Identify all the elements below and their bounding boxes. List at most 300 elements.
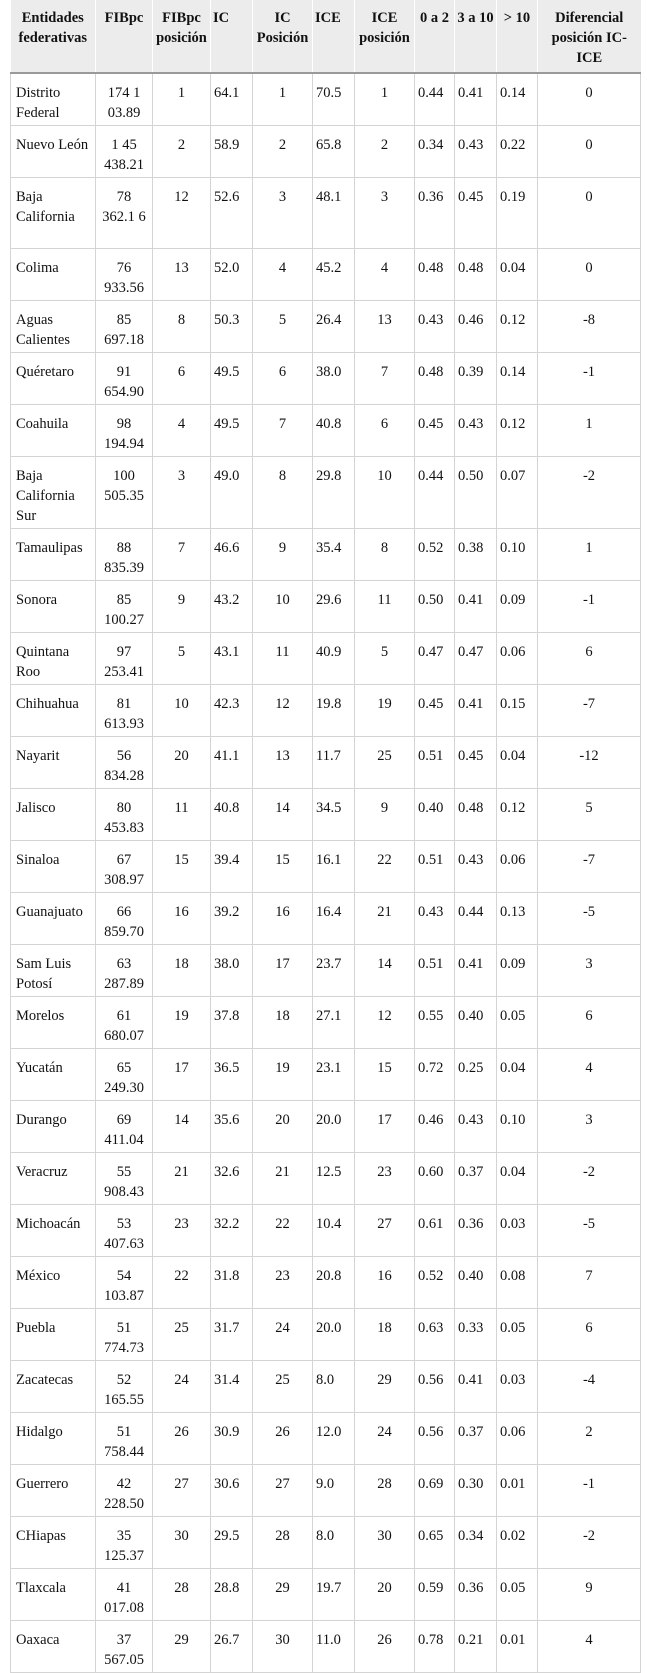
cell-diferencial: 7 bbox=[538, 1257, 641, 1309]
cell-ice: 16.1 bbox=[313, 841, 355, 893]
cell-mas-10: 0.19 bbox=[497, 178, 538, 249]
cell-ice: 45.2 bbox=[313, 249, 355, 301]
header-ice-posicion: ICE posición bbox=[355, 0, 415, 73]
cell-0-a-2: 0.60 bbox=[415, 1153, 455, 1205]
header-ic: IC bbox=[211, 0, 253, 73]
cell-diferencial: 0 bbox=[538, 249, 641, 301]
table-row bbox=[11, 405, 641, 457]
cell-ice-posicion: 27 bbox=[355, 1205, 415, 1257]
cell-ic-posicion: 10 bbox=[253, 581, 313, 633]
cell-fibpc-posicion: 7 bbox=[153, 529, 211, 581]
cell-fibpc-posicion: 21 bbox=[153, 1153, 211, 1205]
cell-ic-posicion: 12 bbox=[253, 685, 313, 737]
cell-fibpc: 85 100.27 bbox=[96, 581, 153, 633]
cell-mas-10: 0.04 bbox=[497, 737, 538, 789]
cell-diferencial: -4 bbox=[538, 1361, 641, 1413]
cell-fibpc-posicion: 16 bbox=[153, 893, 211, 945]
cell-ic-posicion: 13 bbox=[253, 737, 313, 789]
cell-entidad: Aguas Calientes bbox=[11, 301, 96, 353]
cell-3-a-10: 0.43 bbox=[455, 126, 497, 178]
cell-ice: 40.8 bbox=[313, 405, 355, 457]
table-row bbox=[11, 1517, 641, 1569]
cell-ice: 20.0 bbox=[313, 1309, 355, 1361]
cell-fibpc-posicion: 6 bbox=[153, 353, 211, 405]
cell-entidad: Nayarit bbox=[11, 737, 96, 789]
cell-entidad: Quintana Roo bbox=[11, 633, 96, 685]
cell-ic-posicion: 6 bbox=[253, 353, 313, 405]
cell-entidad: Guerrero bbox=[11, 1465, 96, 1517]
cell-diferencial: 2 bbox=[538, 1413, 641, 1465]
cell-ice-posicion: 8 bbox=[355, 529, 415, 581]
cell-mas-10: 0.07 bbox=[497, 457, 538, 529]
cell-3-a-10: 0.45 bbox=[455, 178, 497, 249]
cell-ice: 34.5 bbox=[313, 789, 355, 841]
cell-0-a-2: 0.52 bbox=[415, 529, 455, 581]
cell-ic-posicion: 24 bbox=[253, 1309, 313, 1361]
cell-0-a-2: 0.51 bbox=[415, 945, 455, 997]
cell-0-a-2: 0.45 bbox=[415, 685, 455, 737]
cell-0-a-2: 0.47 bbox=[415, 633, 455, 685]
cell-ice: 40.9 bbox=[313, 633, 355, 685]
cell-fibpc: 1 45 438.21 bbox=[96, 126, 153, 178]
cell-0-a-2: 0.43 bbox=[415, 301, 455, 353]
cell-ic-posicion: 29 bbox=[253, 1569, 313, 1621]
cell-ic: 30.9 bbox=[211, 1413, 253, 1465]
table-row bbox=[11, 249, 641, 301]
cell-ice: 19.8 bbox=[313, 685, 355, 737]
cell-ic: 49.0 bbox=[211, 457, 253, 529]
cell-fibpc: 37 567.05 bbox=[96, 1621, 153, 1673]
cell-mas-10: 0.05 bbox=[497, 997, 538, 1049]
cell-3-a-10: 0.33 bbox=[455, 1309, 497, 1361]
cell-3-a-10: 0.39 bbox=[455, 353, 497, 405]
cell-ice-posicion: 15 bbox=[355, 1049, 415, 1101]
cell-entidad: CHiapas bbox=[11, 1517, 96, 1569]
cell-ic-posicion: 21 bbox=[253, 1153, 313, 1205]
cell-ice-posicion: 30 bbox=[355, 1517, 415, 1569]
cell-3-a-10: 0.40 bbox=[455, 1257, 497, 1309]
table-row bbox=[11, 789, 641, 841]
cell-ic-posicion: 18 bbox=[253, 997, 313, 1049]
cell-ice: 12.0 bbox=[313, 1413, 355, 1465]
table-row bbox=[11, 997, 641, 1049]
cell-3-a-10: 0.41 bbox=[455, 581, 497, 633]
cell-ic: 49.5 bbox=[211, 353, 253, 405]
cell-fibpc: 85 697.18 bbox=[96, 301, 153, 353]
cell-3-a-10: 0.37 bbox=[455, 1153, 497, 1205]
cell-diferencial: 5 bbox=[538, 789, 641, 841]
cell-ice-posicion: 18 bbox=[355, 1309, 415, 1361]
cell-entidad: Chihuahua bbox=[11, 685, 96, 737]
cell-ic: 37.8 bbox=[211, 997, 253, 1049]
cell-ice-posicion: 25 bbox=[355, 737, 415, 789]
cell-ice: 19.7 bbox=[313, 1569, 355, 1621]
cell-ic-posicion: 16 bbox=[253, 893, 313, 945]
cell-ic-posicion: 30 bbox=[253, 1621, 313, 1673]
cell-ic: 43.2 bbox=[211, 581, 253, 633]
cell-fibpc: 61 680.07 bbox=[96, 997, 153, 1049]
cell-fibpc: 55 908.43 bbox=[96, 1153, 153, 1205]
cell-entidad: Oaxaca bbox=[11, 1621, 96, 1673]
cell-0-a-2: 0.61 bbox=[415, 1205, 455, 1257]
cell-fibpc: 66 859.70 bbox=[96, 893, 153, 945]
cell-ice: 8.0 bbox=[313, 1361, 355, 1413]
cell-ic: 42.3 bbox=[211, 685, 253, 737]
cell-3-a-10: 0.41 bbox=[455, 73, 497, 126]
cell-3-a-10: 0.34 bbox=[455, 1517, 497, 1569]
cell-entidad: Coahuila bbox=[11, 405, 96, 457]
cell-ice-posicion: 19 bbox=[355, 685, 415, 737]
cell-mas-10: 0.10 bbox=[497, 529, 538, 581]
cell-ic: 38.0 bbox=[211, 945, 253, 997]
cell-ic: 30.6 bbox=[211, 1465, 253, 1517]
cell-diferencial: 1 bbox=[538, 529, 641, 581]
cell-3-a-10: 0.44 bbox=[455, 893, 497, 945]
cell-fibpc-posicion: 15 bbox=[153, 841, 211, 893]
cell-fibpc-posicion: 30 bbox=[153, 1517, 211, 1569]
cell-diferencial: -12 bbox=[538, 737, 641, 789]
cell-ice: 20.8 bbox=[313, 1257, 355, 1309]
cell-0-a-2: 0.46 bbox=[415, 1101, 455, 1153]
cell-0-a-2: 0.48 bbox=[415, 353, 455, 405]
cell-mas-10: 0.06 bbox=[497, 633, 538, 685]
cell-0-a-2: 0.45 bbox=[415, 405, 455, 457]
cell-ic: 41.1 bbox=[211, 737, 253, 789]
cell-mas-10: 0.03 bbox=[497, 1205, 538, 1257]
cell-diferencial: 0 bbox=[538, 178, 641, 249]
cell-fibpc: 51 774.73 bbox=[96, 1309, 153, 1361]
cell-diferencial: 4 bbox=[538, 1049, 641, 1101]
cell-0-a-2: 0.55 bbox=[415, 997, 455, 1049]
cell-mas-10: 0.22 bbox=[497, 126, 538, 178]
table-row bbox=[11, 841, 641, 893]
table-row bbox=[11, 1153, 641, 1205]
cell-ice: 16.4 bbox=[313, 893, 355, 945]
cell-ice: 38.0 bbox=[313, 353, 355, 405]
cell-0-a-2: 0.69 bbox=[415, 1465, 455, 1517]
table-row bbox=[11, 1101, 641, 1153]
cell-fibpc: 35 125.37 bbox=[96, 1517, 153, 1569]
cell-ic-posicion: 26 bbox=[253, 1413, 313, 1465]
cell-entidad: Nuevo León bbox=[11, 126, 96, 178]
cell-ice-posicion: 29 bbox=[355, 1361, 415, 1413]
cell-ic-posicion: 23 bbox=[253, 1257, 313, 1309]
cell-0-a-2: 0.72 bbox=[415, 1049, 455, 1101]
cell-fibpc: 65 249.30 bbox=[96, 1049, 153, 1101]
cell-ic-posicion: 19 bbox=[253, 1049, 313, 1101]
cell-3-a-10: 0.48 bbox=[455, 789, 497, 841]
cell-entidad: Distrito Federal bbox=[11, 73, 96, 126]
cell-ice-posicion: 21 bbox=[355, 893, 415, 945]
cell-mas-10: 0.12 bbox=[497, 789, 538, 841]
cell-diferencial: -7 bbox=[538, 841, 641, 893]
cell-diferencial: 6 bbox=[538, 997, 641, 1049]
cell-fibpc: 76 933.56 bbox=[96, 249, 153, 301]
table-row bbox=[11, 737, 641, 789]
header-mas-10: > 10 bbox=[497, 0, 538, 73]
cell-entidad: Colima bbox=[11, 249, 96, 301]
cell-3-a-10: 0.25 bbox=[455, 1049, 497, 1101]
table-row bbox=[11, 893, 641, 945]
cell-entidad: Quéretaro bbox=[11, 353, 96, 405]
cell-fibpc-posicion: 4 bbox=[153, 405, 211, 457]
cell-0-a-2: 0.51 bbox=[415, 841, 455, 893]
cell-ice-posicion: 22 bbox=[355, 841, 415, 893]
cell-ic-posicion: 9 bbox=[253, 529, 313, 581]
cell-ice-posicion: 9 bbox=[355, 789, 415, 841]
header-ice: ICE bbox=[313, 0, 355, 73]
table-row bbox=[11, 73, 641, 126]
cell-fibpc: 67 308.97 bbox=[96, 841, 153, 893]
cell-entidad: Zacatecas bbox=[11, 1361, 96, 1413]
cell-ice: 29.6 bbox=[313, 581, 355, 633]
cell-0-a-2: 0.36 bbox=[415, 178, 455, 249]
cell-0-a-2: 0.52 bbox=[415, 1257, 455, 1309]
cell-fibpc-posicion: 22 bbox=[153, 1257, 211, 1309]
cell-fibpc-posicion: 24 bbox=[153, 1361, 211, 1413]
cell-0-a-2: 0.43 bbox=[415, 893, 455, 945]
cell-0-a-2: 0.50 bbox=[415, 581, 455, 633]
cell-fibpc: 98 194.94 bbox=[96, 405, 153, 457]
cell-0-a-2: 0.44 bbox=[415, 457, 455, 529]
cell-ice: 29.8 bbox=[313, 457, 355, 529]
cell-diferencial: -7 bbox=[538, 685, 641, 737]
cell-fibpc-posicion: 23 bbox=[153, 1205, 211, 1257]
cell-3-a-10: 0.37 bbox=[455, 1413, 497, 1465]
cell-entidad: México bbox=[11, 1257, 96, 1309]
cell-0-a-2: 0.56 bbox=[415, 1361, 455, 1413]
cell-ic: 40.8 bbox=[211, 789, 253, 841]
cell-0-a-2: 0.59 bbox=[415, 1569, 455, 1621]
table-row bbox=[11, 1569, 641, 1621]
cell-ice-posicion: 26 bbox=[355, 1621, 415, 1673]
header-fibpc: FIBpc bbox=[96, 0, 153, 73]
cell-diferencial: -2 bbox=[538, 457, 641, 529]
cell-ice: 11.0 bbox=[313, 1621, 355, 1673]
table-row bbox=[11, 457, 641, 529]
cell-entidad: Jalisco bbox=[11, 789, 96, 841]
cell-mas-10: 0.01 bbox=[497, 1621, 538, 1673]
cell-ic-posicion: 2 bbox=[253, 126, 313, 178]
table-row bbox=[11, 1413, 641, 1465]
cell-entidad: Veracruz bbox=[11, 1153, 96, 1205]
cell-mas-10: 0.14 bbox=[497, 353, 538, 405]
cell-entidad: Puebla bbox=[11, 1309, 96, 1361]
table-row bbox=[11, 633, 641, 685]
cell-fibpc: 97 253.41 bbox=[96, 633, 153, 685]
cell-0-a-2: 0.51 bbox=[415, 737, 455, 789]
cell-ice: 12.5 bbox=[313, 1153, 355, 1205]
cell-ice-posicion: 11 bbox=[355, 581, 415, 633]
cell-diferencial: 3 bbox=[538, 945, 641, 997]
cell-3-a-10: 0.43 bbox=[455, 841, 497, 893]
cell-entidad: Sinaloa bbox=[11, 841, 96, 893]
cell-ic: 31.8 bbox=[211, 1257, 253, 1309]
cell-fibpc: 56 834.28 bbox=[96, 737, 153, 789]
cell-ice-posicion: 7 bbox=[355, 353, 415, 405]
cell-ic: 52.6 bbox=[211, 178, 253, 249]
cell-3-a-10: 0.36 bbox=[455, 1569, 497, 1621]
cell-3-a-10: 0.40 bbox=[455, 997, 497, 1049]
header-ic-posicion: IC Posición bbox=[253, 0, 313, 73]
cell-3-a-10: 0.43 bbox=[455, 1101, 497, 1153]
cell-fibpc-posicion: 20 bbox=[153, 737, 211, 789]
cell-0-a-2: 0.44 bbox=[415, 73, 455, 126]
cell-3-a-10: 0.41 bbox=[455, 685, 497, 737]
cell-entidad: Hidalgo bbox=[11, 1413, 96, 1465]
cell-ic-posicion: 1 bbox=[253, 73, 313, 126]
cell-ic-posicion: 8 bbox=[253, 457, 313, 529]
cell-entidad: Tlaxcala bbox=[11, 1569, 96, 1621]
cell-mas-10: 0.13 bbox=[497, 893, 538, 945]
cell-ice-posicion: 4 bbox=[355, 249, 415, 301]
table-body bbox=[11, 73, 641, 1673]
cell-diferencial: 9 bbox=[538, 1569, 641, 1621]
cell-ic: 31.4 bbox=[211, 1361, 253, 1413]
cell-ic: 49.5 bbox=[211, 405, 253, 457]
cell-diferencial: 6 bbox=[538, 1309, 641, 1361]
cell-fibpc-posicion: 26 bbox=[153, 1413, 211, 1465]
cell-ice-posicion: 28 bbox=[355, 1465, 415, 1517]
cell-diferencial: 3 bbox=[538, 1101, 641, 1153]
table-row bbox=[11, 685, 641, 737]
table-row bbox=[11, 1257, 641, 1309]
cell-ic-posicion: 4 bbox=[253, 249, 313, 301]
cell-fibpc: 91 654.90 bbox=[96, 353, 153, 405]
cell-ic: 28.8 bbox=[211, 1569, 253, 1621]
cell-ic: 52.0 bbox=[211, 249, 253, 301]
cell-3-a-10: 0.46 bbox=[455, 301, 497, 353]
cell-3-a-10: 0.41 bbox=[455, 1361, 497, 1413]
cell-fibpc: 54 103.87 bbox=[96, 1257, 153, 1309]
cell-ic-posicion: 3 bbox=[253, 178, 313, 249]
cell-ic: 32.2 bbox=[211, 1205, 253, 1257]
cell-mas-10: 0.12 bbox=[497, 301, 538, 353]
cell-diferencial: -5 bbox=[538, 893, 641, 945]
cell-diferencial: 1 bbox=[538, 405, 641, 457]
cell-0-a-2: 0.78 bbox=[415, 1621, 455, 1673]
header-row bbox=[11, 0, 641, 73]
cell-diferencial: -5 bbox=[538, 1205, 641, 1257]
cell-3-a-10: 0.21 bbox=[455, 1621, 497, 1673]
cell-ice: 11.7 bbox=[313, 737, 355, 789]
cell-ic-posicion: 14 bbox=[253, 789, 313, 841]
header-entidades: Entidades federativas bbox=[11, 0, 96, 73]
cell-ice-posicion: 24 bbox=[355, 1413, 415, 1465]
header-0-a-2: 0 a 2 bbox=[415, 0, 455, 73]
table-row bbox=[11, 1309, 641, 1361]
cell-fibpc: 63 287.89 bbox=[96, 945, 153, 997]
cell-fibpc: 53 407.63 bbox=[96, 1205, 153, 1257]
table-row bbox=[11, 1049, 641, 1101]
cell-entidad: Baja California Sur bbox=[11, 457, 96, 529]
cell-3-a-10: 0.36 bbox=[455, 1205, 497, 1257]
cell-ice-posicion: 6 bbox=[355, 405, 415, 457]
cell-ice-posicion: 17 bbox=[355, 1101, 415, 1153]
cell-mas-10: 0.12 bbox=[497, 405, 538, 457]
cell-ice-posicion: 16 bbox=[355, 1257, 415, 1309]
cell-ic: 50.3 bbox=[211, 301, 253, 353]
cell-ic: 31.7 bbox=[211, 1309, 253, 1361]
cell-ice: 26.4 bbox=[313, 301, 355, 353]
cell-diferencial: -8 bbox=[538, 301, 641, 353]
cell-fibpc-posicion: 25 bbox=[153, 1309, 211, 1361]
cell-entidad: Guanajuato bbox=[11, 893, 96, 945]
cell-0-a-2: 0.56 bbox=[415, 1413, 455, 1465]
cell-mas-10: 0.03 bbox=[497, 1361, 538, 1413]
cell-mas-10: 0.01 bbox=[497, 1465, 538, 1517]
cell-ic-posicion: 22 bbox=[253, 1205, 313, 1257]
data-table bbox=[10, 0, 641, 1673]
cell-ice-posicion: 1 bbox=[355, 73, 415, 126]
cell-mas-10: 0.06 bbox=[497, 1413, 538, 1465]
cell-ic: 64.1 bbox=[211, 73, 253, 126]
cell-ice: 70.5 bbox=[313, 73, 355, 126]
cell-ic: 36.5 bbox=[211, 1049, 253, 1101]
cell-ic: 39.4 bbox=[211, 841, 253, 893]
table-row bbox=[11, 529, 641, 581]
cell-ice-posicion: 20 bbox=[355, 1569, 415, 1621]
cell-fibpc: 41 017.08 bbox=[96, 1569, 153, 1621]
cell-fibpc-posicion: 19 bbox=[153, 997, 211, 1049]
cell-ic-posicion: 11 bbox=[253, 633, 313, 685]
cell-ic: 43.1 bbox=[211, 633, 253, 685]
cell-fibpc-posicion: 14 bbox=[153, 1101, 211, 1153]
header-fibpc-posicion: FIBpc posición bbox=[153, 0, 211, 73]
cell-fibpc-posicion: 18 bbox=[153, 945, 211, 997]
cell-ic-posicion: 27 bbox=[253, 1465, 313, 1517]
cell-fibpc-posicion: 1 bbox=[153, 73, 211, 126]
cell-mas-10: 0.09 bbox=[497, 581, 538, 633]
cell-3-a-10: 0.43 bbox=[455, 405, 497, 457]
cell-fibpc-posicion: 2 bbox=[153, 126, 211, 178]
cell-fibpc: 81 613.93 bbox=[96, 685, 153, 737]
cell-ic: 32.6 bbox=[211, 1153, 253, 1205]
table-row bbox=[11, 178, 641, 249]
cell-fibpc: 52 165.55 bbox=[96, 1361, 153, 1413]
cell-ic-posicion: 28 bbox=[253, 1517, 313, 1569]
cell-ice: 65.8 bbox=[313, 126, 355, 178]
cell-diferencial: 4 bbox=[538, 1621, 641, 1673]
cell-ic-posicion: 17 bbox=[253, 945, 313, 997]
header-3-a-10: 3 a 10 bbox=[455, 0, 497, 73]
cell-fibpc-posicion: 5 bbox=[153, 633, 211, 685]
cell-fibpc: 80 453.83 bbox=[96, 789, 153, 841]
cell-entidad: Tamaulipas bbox=[11, 529, 96, 581]
table-header bbox=[11, 0, 641, 73]
cell-fibpc-posicion: 12 bbox=[153, 178, 211, 249]
cell-ice: 23.1 bbox=[313, 1049, 355, 1101]
cell-entidad: Michoacán bbox=[11, 1205, 96, 1257]
cell-0-a-2: 0.40 bbox=[415, 789, 455, 841]
cell-ice: 35.4 bbox=[313, 529, 355, 581]
cell-ice-posicion: 5 bbox=[355, 633, 415, 685]
header-diferencial: Diferencial posición IC-ICE bbox=[538, 0, 641, 73]
cell-mas-10: 0.15 bbox=[497, 685, 538, 737]
table-row bbox=[11, 1465, 641, 1517]
cell-fibpc-posicion: 3 bbox=[153, 457, 211, 529]
cell-fibpc-posicion: 17 bbox=[153, 1049, 211, 1101]
cell-ice-posicion: 3 bbox=[355, 178, 415, 249]
cell-ic-posicion: 5 bbox=[253, 301, 313, 353]
cell-ice: 10.4 bbox=[313, 1205, 355, 1257]
cell-fibpc-posicion: 28 bbox=[153, 1569, 211, 1621]
cell-diferencial: -1 bbox=[538, 581, 641, 633]
cell-mas-10: 0.04 bbox=[497, 1049, 538, 1101]
table-row bbox=[11, 353, 641, 405]
cell-entidad: Morelos bbox=[11, 997, 96, 1049]
cell-fibpc-posicion: 13 bbox=[153, 249, 211, 301]
